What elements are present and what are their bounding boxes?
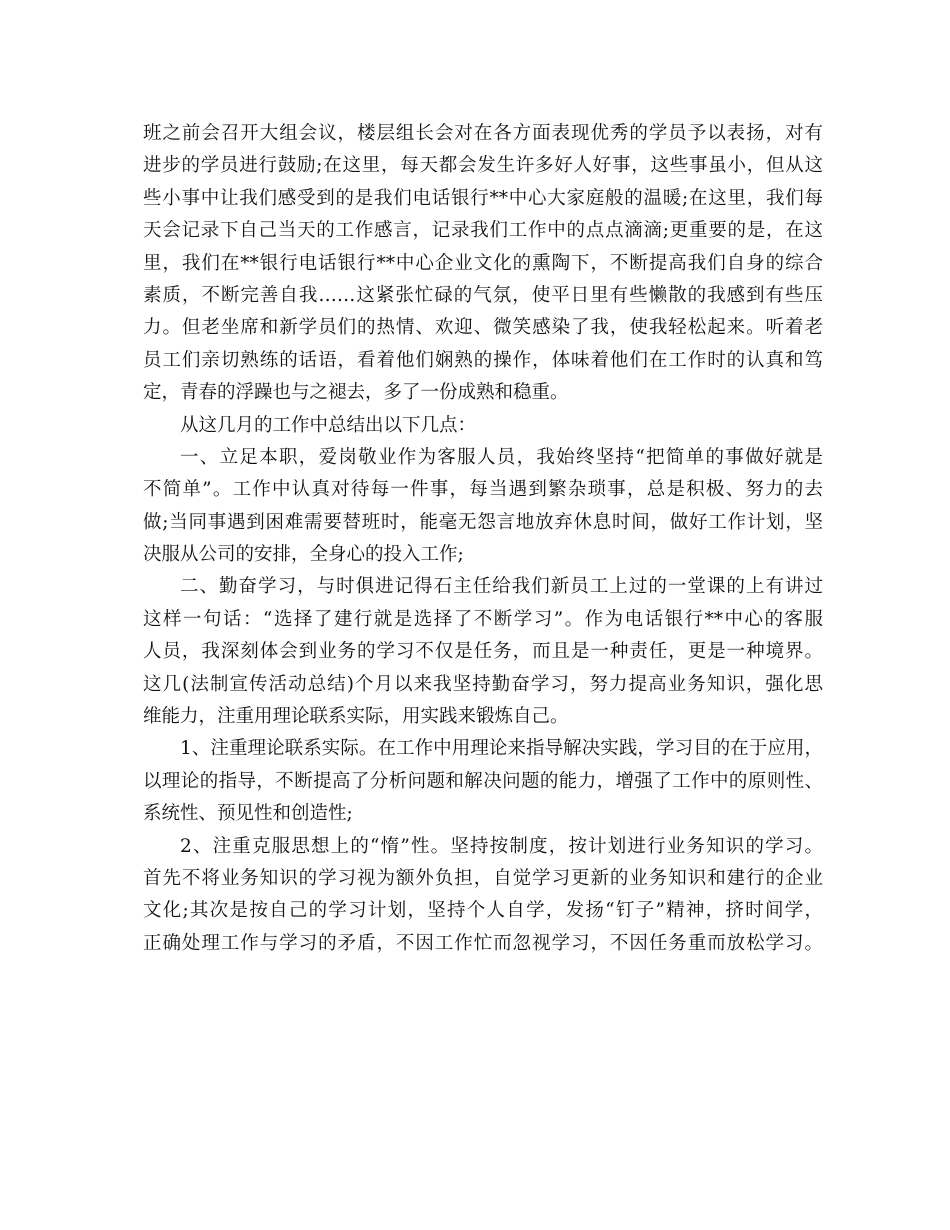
text-line: 班之前会召开大组会议，楼层组长会对在各方面表现优秀的学员予以表扬，对有 <box>143 123 823 144</box>
text-line: 以理论的指导，不断提高了分析问题和解决问题的能力，增强了工作中的原则性、 <box>143 770 823 792</box>
text-line: 2、注重克服思想上的“惰”性。坚持按制度，按计划进行业务知识的学习。 <box>180 835 823 857</box>
text-line: 首先不将业务知识的学习视为额外负担，自觉学习更新的业务知识和建行的企业 <box>143 867 823 889</box>
text-line: 这样一句话：“选择了建行就是选择了不断学习”。作为电话银行**中心的客服 <box>143 608 823 630</box>
text-line: 二、勤奋学习，与时俱进记得石主任给我们新员工上过的一堂课的上有讲过 <box>180 576 823 598</box>
text-line: 维能力，注重用理论联系实际，用实践来锻炼自己。 <box>143 706 569 728</box>
text-line: 决服从公司的安排，全身心的投入工作; <box>143 544 464 566</box>
paragraph-heading: 从这几月的工作中总结出以下几点： <box>180 414 477 436</box>
text-line: 些小事中让我们感受到的是我们电话银行**中心大家庭般的温暖;在这里，我们每 <box>143 187 823 209</box>
text-line: 正确处理工作与学习的矛盾，不因工作忙而忽视学习，不因任务重而放松学习。 <box>143 932 823 954</box>
text-line: 人员，我深刻体会到业务的学习不仅是任务，而且是一种责任，更是一种境界。 <box>143 641 823 663</box>
body-text <box>143 118 823 960</box>
text-line: 一、立足本职，爱岗敬业作为客服人员，我始终坚持“把简单的事做好就是 <box>180 446 823 468</box>
text-line: 力。但老坐席和新学员们的热情、欢迎、微笑感染了我，使我轻松起来。听着老 <box>143 317 823 339</box>
text-line: 定，青春的浮躁也与之褪去，多了一份成熟和稳重。 <box>143 382 569 404</box>
text-line: 文化;其次是按自己的学习计划，坚持个人自学，发扬“钉子”精神，挤时间学， <box>143 900 823 922</box>
text-line: 里，我们在**银行电话银行**中心企业文化的熏陶下，不断提高我们自身的综合 <box>143 252 823 274</box>
text-line: 素质，不断完善自我……这紧张忙碌的气氛，使平日里有些懒散的我感到有些压 <box>143 284 823 306</box>
text-line: 天会记录下自己当天的工作感言，记录我们工作中的点点滴滴;更重要的是，在这 <box>143 220 823 242</box>
text-line: 做;当同事遇到困难需要替班时，能毫无怨言地放弃休息时间，做好工作计划，坚 <box>143 511 823 533</box>
text-line: 不简单”。工作中认真对待每一件事，每当遇到繁杂琐事，总是积极、努力的去 <box>143 479 823 501</box>
text-line: 员工们亲切熟练的话语，看着他们娴熟的操作，体味着他们在工作时的认真和笃 <box>143 349 823 371</box>
text-line: 进步的学员进行鼓励;在这里，每天都会发生许多好人好事，这些事虽小，但从这 <box>143 155 823 177</box>
text-line: 1、注重理论联系实际。在工作中用理论来指导解决实践，学习目的在于应用， <box>180 738 823 760</box>
text-line: 系统性、预见性和创造性; <box>143 803 353 825</box>
text-line: 这几(法制宣传活动总结)个月以来我坚持勤奋学习，努力提高业务知识，强化思 <box>143 673 823 695</box>
